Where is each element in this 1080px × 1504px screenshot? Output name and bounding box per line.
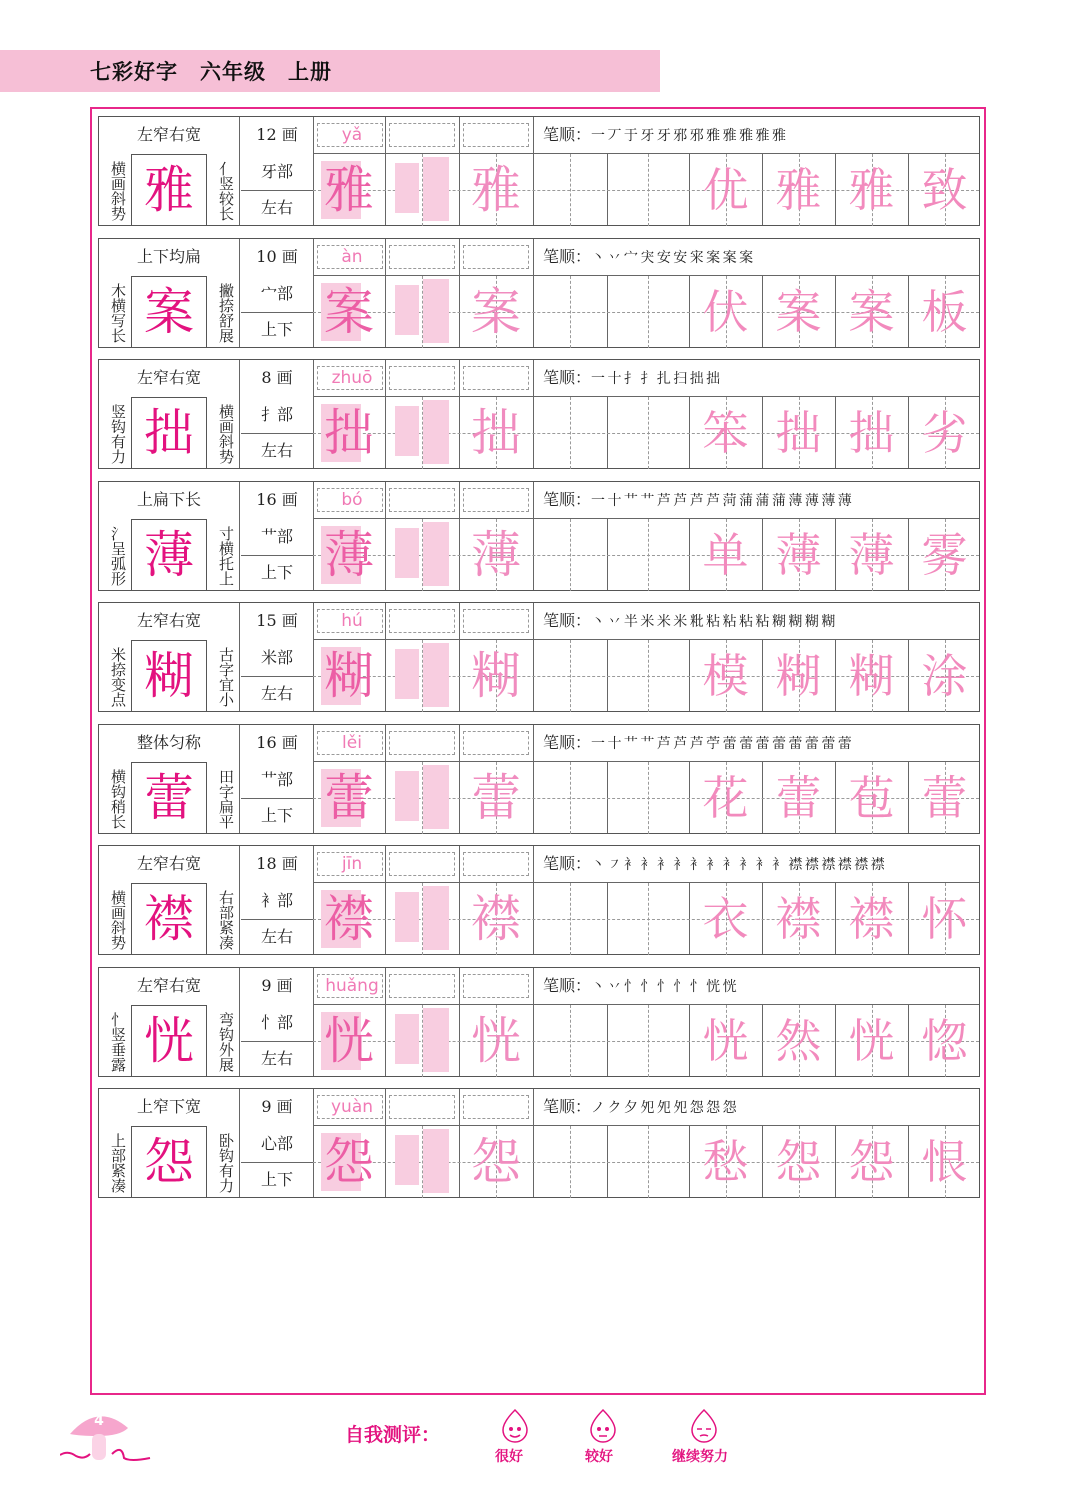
practice-row <box>98 967 980 1077</box>
sleepy-face-icon <box>686 1408 722 1444</box>
word-char: 蕾 <box>921 770 968 825</box>
radical-label: 衤部 <box>260 891 293 910</box>
layout-type-label: 左右 <box>260 1048 293 1068</box>
model-char: 薄 <box>144 525 194 584</box>
pinyin-box <box>389 366 455 390</box>
practice-row <box>98 359 980 469</box>
stroke-order <box>543 846 884 882</box>
component-highlight-right <box>423 522 449 586</box>
pinyin: huǎng <box>325 975 379 996</box>
trace-char-light: 糊 <box>471 647 521 705</box>
word-char: 愁 <box>702 1135 749 1189</box>
trace-char: 襟 <box>324 890 374 948</box>
stroke-order-label: 笔顺： <box>543 854 592 873</box>
model-char-box <box>131 276 207 348</box>
practice-row <box>98 724 980 834</box>
word-char: 糊 <box>848 649 895 703</box>
pinyin: hú <box>341 611 363 631</box>
pinyin-box <box>463 852 529 876</box>
word-char: 雾 <box>921 527 968 582</box>
practice-row <box>98 238 980 348</box>
layout-type-label: 上下 <box>260 319 293 339</box>
word-char: 薄 <box>775 527 822 582</box>
pinyin: yuàn <box>330 1097 374 1117</box>
word-char: 襟 <box>848 892 895 946</box>
stroke-order-label: 笔顺： <box>543 975 592 995</box>
stroke-order-sequence: 一 十 艹 艹 芦 芦 芦 苧 蕾 蕾 蕾 蕾 蕾 蕾 蕾 蕾 <box>591 735 851 752</box>
writing-tip-left: 木横写长 <box>109 282 127 343</box>
layout-type-label: 左右 <box>260 441 293 460</box>
stroke-count: 16 画 <box>256 732 298 752</box>
word-char: 恍 <box>702 1013 749 1068</box>
radical-label: 宀部 <box>260 283 293 303</box>
trace-char: 糊 <box>324 647 374 705</box>
stroke-count: 9 画 <box>261 1097 293 1116</box>
stroke-order-sequence: 丶 丷 忄 忄 忄 忄 忄 恍 恍 <box>591 978 736 995</box>
stroke-order-label: 笔顺： <box>543 1097 592 1116</box>
stroke-order-sequence: 丶 丷 半 米 米 米 粃 粘 粘 粘 粘 糊 糊 糊 糊 <box>591 614 835 630</box>
stroke-order <box>543 360 719 396</box>
word-char: 襟 <box>775 892 822 946</box>
page-title: 七彩好字 六年级 上册 <box>90 60 332 84</box>
trace-char: 案 <box>324 282 374 341</box>
pinyin-box <box>463 366 529 390</box>
structure-label: 上下均扁 <box>136 246 201 266</box>
model-char-box <box>131 1005 207 1077</box>
rating-keep-trying: 继续努力 <box>672 1449 728 1465</box>
component-highlight-right <box>423 886 449 950</box>
layout-type-label: 左右 <box>260 684 293 703</box>
pinyin-box <box>463 974 529 998</box>
component-highlight-left <box>395 649 419 699</box>
stroke-count: 12 画 <box>256 125 298 144</box>
word-char: 板 <box>921 284 968 339</box>
structure-label: 上窄下宽 <box>136 1097 201 1116</box>
word-char: 薄 <box>848 527 895 582</box>
word-char: 拙 <box>775 406 822 460</box>
pinyin-box <box>463 245 529 269</box>
radical-label: 心部 <box>260 1134 293 1153</box>
model-char: 案 <box>144 282 194 341</box>
writing-tip-right: 田字扁平 <box>217 768 235 829</box>
stroke-order <box>543 603 834 639</box>
word-char: 恍 <box>848 1013 895 1068</box>
practice-row <box>98 116 980 226</box>
pinyin-box <box>389 609 455 633</box>
stroke-count: 10 画 <box>256 246 298 266</box>
writing-tip-left: 上部紧凑 <box>109 1133 127 1193</box>
pinyin: yǎ <box>341 125 363 145</box>
structure-label: 左窄右宽 <box>136 125 201 144</box>
trace-char-light: 襟 <box>471 890 521 948</box>
word-char: 致 <box>921 163 968 217</box>
mushroom-icon <box>60 1400 160 1470</box>
writing-tip-right: 亻竖较长 <box>217 161 235 221</box>
radical-label: 艹部 <box>260 769 293 789</box>
model-char: 恍 <box>144 1011 194 1070</box>
stroke-order <box>543 117 785 153</box>
component-highlight-right <box>423 157 449 221</box>
structure-label: 上扁下长 <box>136 489 201 509</box>
stroke-count: 16 画 <box>256 489 298 509</box>
model-char-box <box>131 762 207 834</box>
word-char: 单 <box>702 527 749 582</box>
layout-type-label: 左右 <box>260 927 293 946</box>
page-number: 4 <box>94 1413 104 1429</box>
model-char: 怨 <box>144 1133 194 1191</box>
component-highlight-right <box>423 1129 449 1193</box>
component-highlight-left <box>395 285 419 335</box>
writing-tip-left: 横画斜势 <box>109 890 127 950</box>
stroke-count: 8 画 <box>261 368 293 387</box>
model-char: 拙 <box>144 404 194 462</box>
writing-tip-left: 氵呈弧形 <box>109 525 127 586</box>
trace-char-light: 拙 <box>471 404 521 462</box>
word-char: 雅 <box>775 163 822 217</box>
layout-type-label: 上下 <box>260 1170 293 1189</box>
trace-char: 雅 <box>324 161 374 219</box>
trace-char-light: 案 <box>471 282 521 341</box>
structure-label: 左窄右宽 <box>136 854 201 873</box>
pinyin-box <box>389 852 455 876</box>
writing-tip-right: 弯钩外展 <box>217 1011 235 1072</box>
pinyin: àn <box>341 246 363 267</box>
radical-label: 扌部 <box>260 405 293 424</box>
trace-char-light: 恍 <box>471 1011 521 1070</box>
writing-tip-right: 撇捺舒展 <box>217 282 235 343</box>
trace-char: 拙 <box>324 404 374 462</box>
stroke-order <box>543 482 851 518</box>
trace-char: 薄 <box>324 525 374 584</box>
radical-label: 艹部 <box>260 526 293 546</box>
word-char: 恨 <box>921 1135 968 1189</box>
model-char-box <box>131 397 207 469</box>
pinyin-box <box>389 731 455 755</box>
word-char: 拙 <box>848 406 895 460</box>
stroke-order-sequence: 一 十 扌 扌 扎 扫 拙 拙 <box>591 371 720 387</box>
model-char: 雅 <box>144 161 194 219</box>
component-highlight-left <box>395 1014 419 1064</box>
structure-label: 左窄右宽 <box>136 611 201 630</box>
stroke-order-label: 笔顺： <box>543 246 592 266</box>
word-char: 衣 <box>702 892 749 946</box>
pinyin-box <box>463 488 529 512</box>
word-char: 模 <box>702 649 749 703</box>
pinyin: bó <box>341 489 363 510</box>
layout-type-label: 左右 <box>260 198 293 217</box>
model-char-box <box>131 1126 207 1198</box>
self-eval-label: 自我测评： <box>345 1424 441 1446</box>
model-char-box <box>131 519 207 591</box>
word-char: 劣 <box>921 406 968 460</box>
word-char: 苞 <box>848 770 895 825</box>
stroke-order <box>543 239 752 275</box>
word-char: 怨 <box>775 1135 822 1189</box>
practice-row <box>98 602 980 712</box>
word-char: 糊 <box>775 649 822 703</box>
component-highlight-right <box>423 765 449 829</box>
content-face-icon <box>585 1408 621 1444</box>
word-char: 伏 <box>702 284 749 339</box>
model-char: 糊 <box>144 647 194 705</box>
component-highlight-left <box>395 163 419 213</box>
word-char: 雅 <box>848 163 895 217</box>
radical-label: 米部 <box>260 648 293 667</box>
stroke-order-sequence: ノ ク 夕 夗 夗 夗 怨 怨 怨 <box>591 1100 736 1116</box>
structure-label: 左窄右宽 <box>136 368 201 387</box>
stroke-order-label: 笔顺： <box>543 489 592 509</box>
writing-tip-left: 横画斜势 <box>109 161 127 221</box>
trace-char-light: 蕾 <box>471 768 521 827</box>
pinyin-box <box>389 488 455 512</box>
component-highlight-left <box>395 406 419 456</box>
radical-label: 牙部 <box>260 162 293 181</box>
trace-char: 蕾 <box>324 768 374 827</box>
stroke-count: 15 画 <box>256 611 298 630</box>
word-char: 优 <box>702 163 749 217</box>
word-char: 怨 <box>848 1135 895 1189</box>
trace-char-light: 雅 <box>471 161 521 219</box>
pinyin-box <box>463 609 529 633</box>
trace-char-light: 薄 <box>471 525 521 584</box>
stroke-order <box>543 725 851 761</box>
stroke-order-sequence: 一 丆 于 牙 牙 邪 邪 雅 雅 雅 雅 雅 <box>591 128 785 144</box>
trace-char-light: 怨 <box>471 1133 521 1191</box>
word-char: 案 <box>775 284 822 339</box>
writing-tip-right: 右部紧凑 <box>217 890 235 950</box>
stroke-order-label: 笔顺： <box>543 611 592 630</box>
writing-tip-left: 竖钩有力 <box>109 404 127 464</box>
stroke-order <box>543 968 736 1004</box>
component-highlight-left <box>395 771 419 821</box>
model-char: 蕾 <box>144 768 194 827</box>
writing-tip-right: 卧钩有力 <box>217 1133 235 1193</box>
pinyin-box <box>463 731 529 755</box>
word-char: 花 <box>702 770 749 825</box>
stroke-order-sequence: 一 十 艹 艹 芦 芦 芦 芦 菏 蒲 蒲 蒲 薄 薄 薄 薄 <box>591 492 851 509</box>
stroke-order-sequence: 丶 ㇇ 衤 衤 衤 衤 衤 衤 衤 衤 衤 衤 襟 襟 襟 襟 襟 襟 <box>591 857 884 873</box>
component-highlight-left <box>395 1135 419 1185</box>
word-char: 惚 <box>921 1013 968 1068</box>
stroke-order-label: 笔顺： <box>543 368 592 387</box>
component-highlight-right <box>423 1008 449 1072</box>
stroke-order-label: 笔顺： <box>543 732 592 752</box>
component-highlight-right <box>423 643 449 707</box>
trace-char: 恍 <box>324 1011 374 1070</box>
word-char: 涂 <box>921 649 968 703</box>
practice-row <box>98 845 980 955</box>
word-char: 笨 <box>702 406 749 460</box>
model-char-box <box>131 640 207 712</box>
pinyin-box <box>463 123 529 147</box>
word-char: 怀 <box>921 892 968 946</box>
component-highlight-left <box>395 892 419 942</box>
word-char: 然 <box>775 1013 822 1068</box>
pinyin: zhuō <box>331 368 373 388</box>
pinyin-box <box>389 123 455 147</box>
stroke-count: 18 画 <box>256 854 298 873</box>
practice-row <box>98 481 980 591</box>
pinyin-box <box>389 974 455 998</box>
layout-type-label: 上下 <box>260 562 293 582</box>
smiley-face-icon <box>497 1408 533 1444</box>
component-highlight-left <box>395 528 419 578</box>
pinyin-box <box>389 1095 455 1119</box>
writing-tip-right: 横画斜势 <box>217 404 235 464</box>
practice-row <box>98 1088 980 1198</box>
component-highlight-right <box>423 400 449 464</box>
pinyin: jīn <box>341 854 363 874</box>
structure-label: 左窄右宽 <box>136 975 201 995</box>
model-char: 襟 <box>144 890 194 948</box>
writing-tip-right: 古字宜小 <box>217 647 235 707</box>
stroke-order-label: 笔顺： <box>543 125 592 144</box>
writing-tip-left: 横钩稍长 <box>109 768 127 829</box>
model-char-box <box>131 154 207 226</box>
rating-good: 较好 <box>585 1449 613 1465</box>
radical-label: 忄部 <box>260 1012 293 1032</box>
word-char: 蕾 <box>775 770 822 825</box>
pinyin-box <box>463 1095 529 1119</box>
stroke-count: 9 画 <box>261 975 293 995</box>
layout-type-label: 上下 <box>260 805 293 825</box>
rating-very-good: 很好 <box>495 1449 523 1465</box>
stroke-order <box>543 1089 736 1125</box>
word-char: 案 <box>848 284 895 339</box>
structure-label: 整体匀称 <box>136 732 201 752</box>
pinyin-box <box>389 245 455 269</box>
writing-tip-right: 寸横托上 <box>217 525 235 586</box>
pinyin: lěi <box>342 732 362 753</box>
writing-tip-left: 米捺变点 <box>109 647 127 707</box>
component-highlight-right <box>423 279 449 343</box>
trace-char: 怨 <box>324 1133 374 1191</box>
writing-tip-left: 忄竖垂露 <box>109 1011 127 1072</box>
stroke-order-sequence: 丶 丷 宀 宊 安 安 宩 案 案 案 <box>591 249 753 266</box>
model-char-box <box>131 883 207 955</box>
